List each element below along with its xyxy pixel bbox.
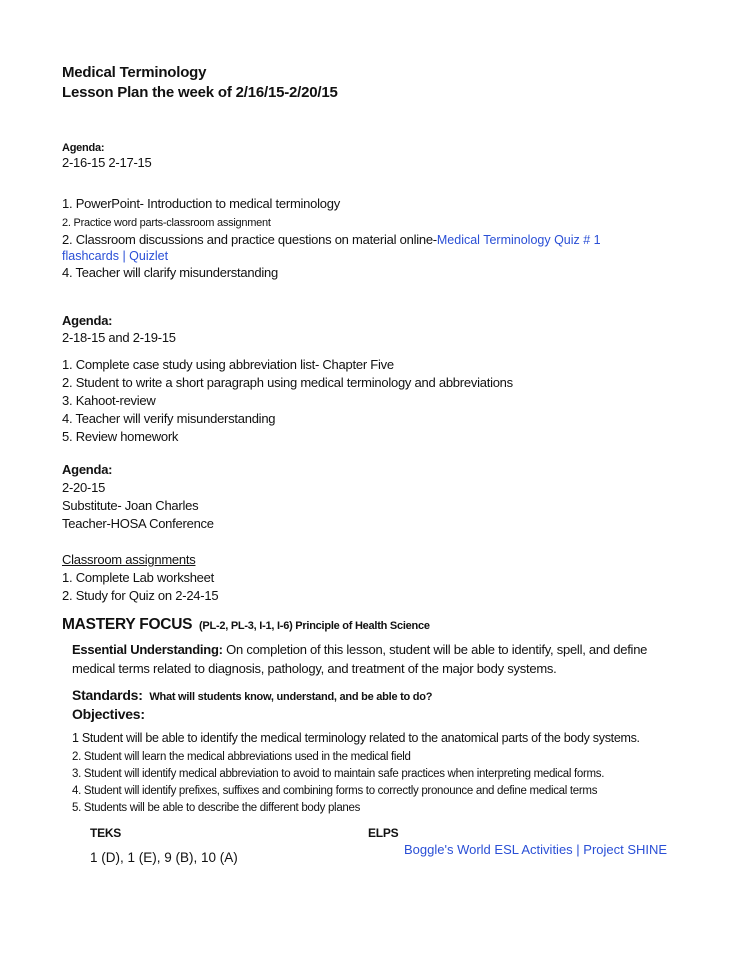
essential-understanding-text: On completion of this lesson, student will be able to identify, spell, and define xyxy=(222,642,648,657)
agenda-label: Agenda: xyxy=(62,313,113,328)
agenda-item: 1. PowerPoint- Introduction to medical terminology xyxy=(62,196,340,211)
standards-question: What will students know, understand, and be able to do? xyxy=(149,691,433,703)
agenda-item: 4. Teacher will verify misunderstanding xyxy=(62,411,276,426)
agenda-item: 5. Review homework xyxy=(62,429,179,444)
standards-label: Standards: xyxy=(72,687,143,703)
teks-label: TEKS xyxy=(90,826,122,840)
mastery-focus-heading xyxy=(62,615,430,636)
assignments-heading: Classroom assignments xyxy=(62,552,196,567)
quizlet-link-continued[interactable]: flashcards | Quizlet xyxy=(62,249,169,263)
agenda-dates: 2-16-15 2-17-15 xyxy=(62,155,152,170)
agenda-item: 4. Teacher will clarify misunderstanding xyxy=(62,265,278,280)
elps-link[interactable]: Boggle's World ESL Activities | Project SHINE xyxy=(404,842,668,857)
standards xyxy=(72,686,432,706)
assignment-item: 2. Study for Quiz on 2-24-15 xyxy=(62,588,219,603)
objective-item: 5. Students will be able to describe the different body planes xyxy=(72,802,361,814)
agenda-line: Substitute- Joan Charles xyxy=(62,498,199,513)
mastery-focus-detail: (PL-2, PL-3, I-1, I-6) Principle of Health Science xyxy=(198,620,430,632)
assignment-item: 1. Complete Lab worksheet xyxy=(62,570,215,585)
agenda-item: 1. Complete case study using abbreviation list- Chapter Five xyxy=(62,357,394,372)
teks-value: 1 (D), 1 (E), 9 (B), 10 (A) xyxy=(90,850,238,865)
document-title: Medical Terminology xyxy=(62,64,207,81)
document-subtitle: Lesson Plan the week of 2/16/15-2/20/15 xyxy=(62,84,338,101)
essential-understanding-text: medical terms related to diagnosis, pathology, and treatment of the major body systems. xyxy=(72,661,557,676)
elps-label: ELPS xyxy=(368,826,399,840)
agenda-dates: 2-18-15 and 2-19-15 xyxy=(62,330,176,345)
objectives-label: Objectives: xyxy=(72,706,145,722)
mastery-focus-label: MASTERY FOCUS xyxy=(62,616,193,633)
agenda-item: 3. Kahoot-review xyxy=(62,393,156,408)
essential-understanding-label: Essential Understanding: xyxy=(72,642,223,657)
agenda-item-text: 2. Classroom discussions and practice questions on material online- xyxy=(62,232,437,247)
objective-item: 1 Student will be able to identify the medical terminology related to the anatomical parts of the body systems. xyxy=(72,731,640,745)
agenda-item: 2. Student to write a short paragraph using medical terminology and abbreviations xyxy=(62,375,513,390)
agenda-dates: 2-20-15 xyxy=(62,480,106,495)
quizlet-link[interactable]: Medical Terminology Quiz # 1 xyxy=(436,233,601,247)
agenda-line: Teacher-HOSA Conference xyxy=(62,516,214,531)
agenda-label: Agenda: xyxy=(62,142,105,154)
objective-item: 3. Student will identify medical abbreviation to avoid to maintain safe practices when interpreting medical forms. xyxy=(72,768,605,780)
essential-understanding xyxy=(72,642,647,658)
agenda-item: 2. Practice word parts-classroom assignment xyxy=(62,217,271,229)
objective-item: 4. Student will identify prefixes, suffixes and combining forms to correctly pronounce and define medical terms xyxy=(72,785,598,797)
agenda-item xyxy=(62,232,601,248)
agenda-label: Agenda: xyxy=(62,462,113,477)
objective-item: 2. Student will learn the medical abbreviations used in the medical field xyxy=(72,751,411,763)
